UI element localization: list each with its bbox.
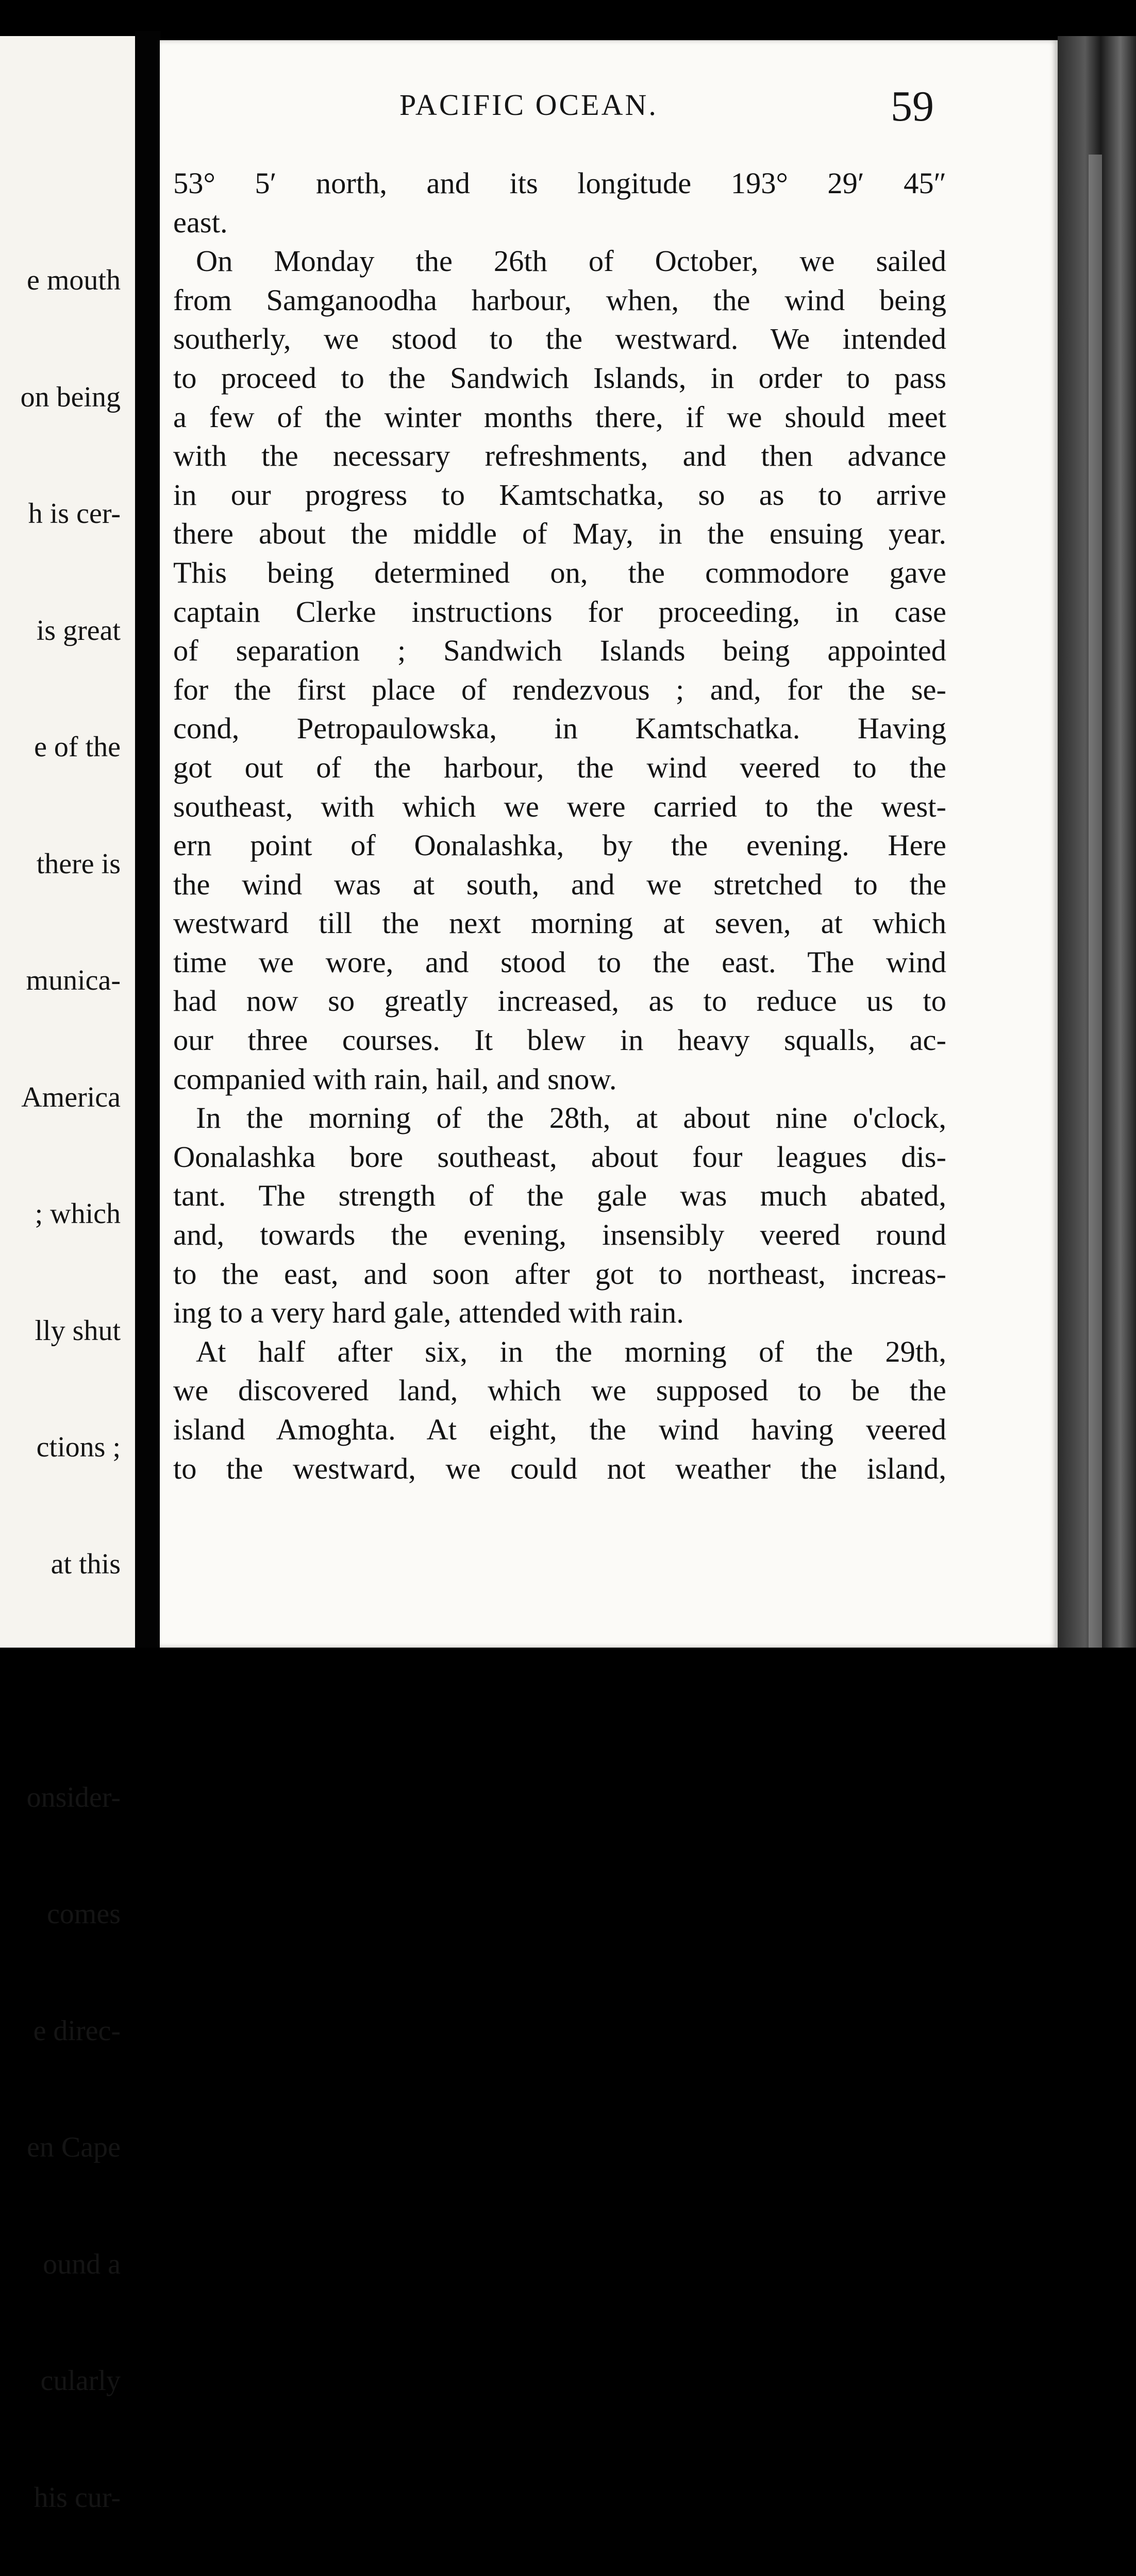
facing-line: e mouth [27, 264, 121, 296]
text-line: our three courses. It blew in heavy squalls, ac- [173, 1023, 946, 1057]
running-head: PACIFIC OCEAN. [399, 88, 658, 122]
book-page [160, 40, 1058, 1648]
page-stack-edge [1058, 36, 1136, 1659]
facing-line: ound a [43, 2248, 121, 2280]
text-line: 53° 5′ north, and its longitude 193° 29′ 45″ [173, 166, 946, 200]
text-line: companied with rain, hail, and snow. [173, 1062, 617, 1096]
facing-line: comes [46, 1898, 121, 1930]
facing-line: on being [20, 381, 121, 413]
text-line: to proceed to the Sandwich Islands, in order to pass [173, 361, 946, 395]
text-line: captain Clerke instructions for proceeding, in case [173, 595, 946, 629]
text-line: of separation ; Sandwich Islands being appointed [173, 634, 946, 668]
text-line: ing to a very hard gale, attended with rain. [173, 1296, 684, 1330]
text-line: ern point of Oonalashka, by the evening. Here [173, 828, 946, 862]
page-body-text [173, 164, 946, 1488]
facing-line: e direc- [33, 2014, 121, 2047]
text-line: time we wore, and stood to the east. The wind [173, 945, 946, 979]
facing-page-fragment [0, 36, 137, 2514]
text-line: island Amoghta. At eight, the wind having veered [173, 1413, 946, 1446]
book-gutter [135, 31, 161, 1659]
facing-line: ; which [35, 1198, 121, 1230]
facing-line: munica- [26, 964, 121, 996]
facing-page-text [21, 183, 121, 2576]
bottom-shadow [0, 1648, 1136, 1693]
text-line: for the first place of rendezvous ; and, for the se- [173, 672, 946, 706]
text-line: In the morning of the 28th, at about nine o'clock, [196, 1101, 946, 1135]
text-line: Oonalashka bore southeast, about four leagues dis- [173, 1140, 946, 1174]
text-line: east. [173, 205, 228, 239]
text-line: in our progress to Kamtschatka, so as to arrive [173, 478, 946, 512]
text-line: southerly, we stood to the westward. We intended [173, 322, 946, 356]
facing-line: is great [36, 614, 121, 647]
facing-line: at this [51, 1548, 121, 1580]
page-number: 59 [891, 82, 934, 130]
text-line: On Monday the 26th of October, we sailed [196, 244, 946, 278]
facing-line: his cur- [34, 2481, 121, 2514]
text-line: westward till the next morning at seven, at which [173, 906, 946, 940]
text-line: we discovered land, which we supposed to be the [173, 1374, 946, 1408]
text-line: and, towards the evening, insensibly veered round [173, 1218, 946, 1252]
text-line: with the necessary refreshments, and then advance [173, 439, 946, 473]
facing-line: lly shut [35, 1314, 121, 1347]
text-line: a few of the winter months there, if we should meet [173, 400, 946, 434]
facing-line: America [21, 1081, 121, 1113]
text-line: to the westward, we could not weather the island, [173, 1451, 946, 1485]
text-line: cond, Petropaulowska, in Kamtschatka. Having [173, 711, 946, 745]
facing-line: h is cer- [28, 498, 121, 530]
text-line: had now so greatly increased, as to reduce us to [173, 984, 946, 1018]
facing-line: ctions ; [36, 1431, 121, 1463]
page-edge-highlight [1089, 155, 1102, 1659]
text-line: the wind was at south, and we stretched to the [173, 867, 946, 901]
facing-line: there is [36, 848, 121, 880]
facing-line: cularly [40, 2365, 121, 2397]
text-line: there about the middle of May, in the ensuing year. [173, 517, 946, 551]
facing-line: en Cape [27, 2131, 121, 2163]
text-line: tant. The strength of the gale was much abated, [173, 1179, 946, 1213]
facing-line: onsider- [26, 1781, 121, 1814]
text-line: to the east, and soon after got to northeast, increas- [173, 1257, 946, 1291]
text-line: from Samganoodha harbour, when, the wind being [173, 283, 946, 317]
text-line: southeast, with which we were carried to the west- [173, 789, 946, 823]
text-line: This being determined on, the commodore gave [173, 555, 946, 589]
facing-line: e of the [34, 731, 121, 763]
text-line: At half after six, in the morning of the 29th, [196, 1334, 946, 1368]
text-line: got out of the harbour, the wind veered to the [173, 750, 946, 784]
